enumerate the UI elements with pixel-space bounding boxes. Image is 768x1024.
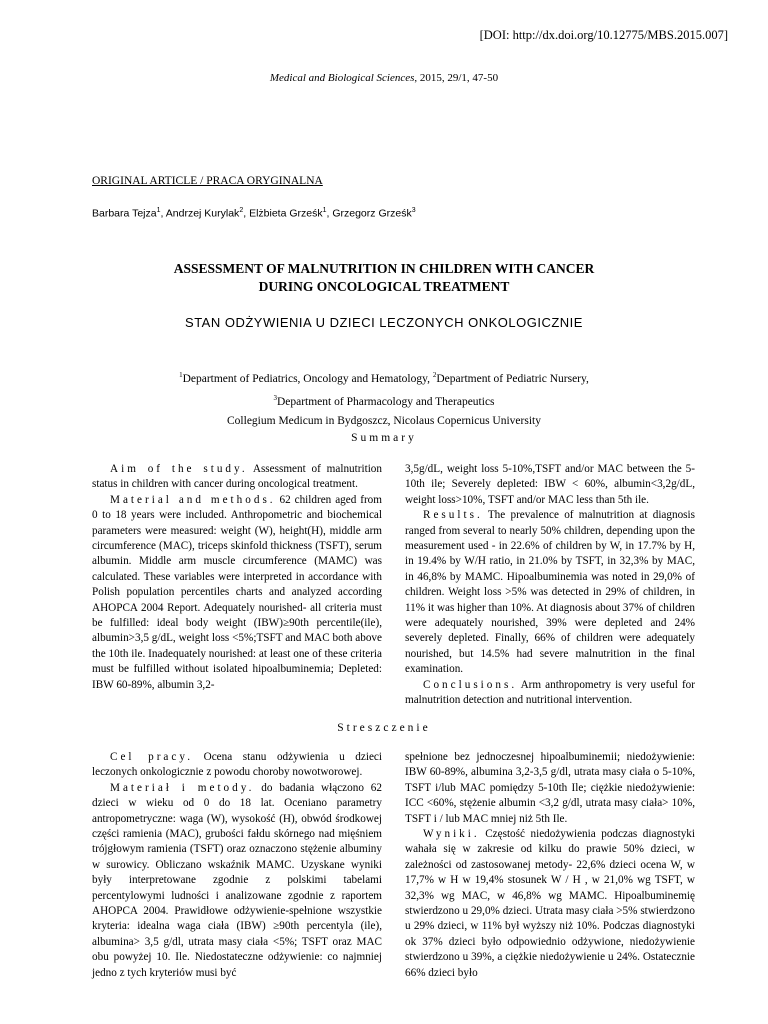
streszczenie-paragraph-cel: Cel pracy. Ocena stanu odżywienia u dzieci leczonych onkologicznie z powodu choroby nowotworowej. xyxy=(92,751,382,779)
summary-paragraph-conclusions: Conclusions. Arm anthropometry is very useful for malnutrition detection and nutritional intervention. xyxy=(405,678,695,707)
author-affil-mark: 1 xyxy=(322,207,327,214)
journal-issue: , 2015, 29/1, 47-50 xyxy=(414,72,499,84)
title-english-line: DURING ONCOLOGICAL TREATMENT xyxy=(258,279,510,294)
journal-name: Medical and Biological Sciences xyxy=(269,72,415,84)
author-name: Elżbieta Grześk xyxy=(249,207,323,220)
streszczenie-left-column xyxy=(92,750,382,981)
author-name: Grzegorz Grześk xyxy=(332,207,412,220)
streszczenie-paragraph-metody-cont: spełnione bez jednoczesnej hipoalbuminemii; niedożywienie: IBW 60-89%, albumina 3,2-3,5 g/dl, utrata masy ciała o 5-10%, TSFT i/lub MAC pomiędzy 5-10th Ile; ciężkie niedożywienie: ICC <60%, stężenie albumin <3,2 g/dl, utrata masy ciała> 10%, TSFT i / lub MAC mniej niż 5th Ile. xyxy=(405,751,695,825)
author-affil-mark: 2 xyxy=(239,207,244,214)
title-english xyxy=(0,260,768,296)
author-affil-mark: 1 xyxy=(156,207,161,214)
summary-paragraph-methods-cont: 3,5g/dL, weight loss 5-10%,TSFT and/or MAC between the 5-10th ile; Severely depleted: IBW < 60%, albumin<3,2g/dL, weight loss>10%, TSFT and/or MAC less than 5th ile. xyxy=(405,463,695,506)
streszczenie-right-column xyxy=(405,750,695,981)
streszczenie-heading: Streszczenie xyxy=(337,722,431,734)
author-affil-mark: 3 xyxy=(411,207,416,214)
doi-link[interactable]: [DOI: http://dx.doi.org/10.12775/MBS.2015.007] xyxy=(479,28,728,42)
title-polish: STAN ODŻYWIENIA U DZIECI LECZONYCH ONKOLOGICZNIE xyxy=(185,315,583,330)
author-name: Barbara Tejza xyxy=(92,207,157,220)
streszczenie-paragraph-metody: Materiał i metody. do badania włączono 62 dzieci w wieku od 0 do 18 lat. Oceniano parametry antropometryczne: waga (W), wysokość (H), obwód środkowej części ramienia (MAC), grubości fałdu skórnego nad mięśniem trójgłowym ramienia (TSFT) oraz oznaczono stężenie albuminy w surowicy. Obliczano wskaźnik MAMC. Uzyskane wyniki były interpretowane zgodnie z polskimi tabelami percentylowymi ludności i analizowane zgodnie z raportem AHOPCA 2004. Prawidłowe odżywienie-spełnione wszystkie kryteria: idealna waga ciała (IBW) ≥90th percentyla (ile), albumina> 3,5 g/dl, utrata masy ciała <5%; TSFT oraz MAC obu powyżej 10. Ile. Niedostateczne odżywienie: co najmniej jedno z tych kryteriów musi być xyxy=(92,781,382,979)
affiliation-line: $^1$Department of Pediatrics, Oncology and Hematology, $^2$Department of Pediatric Nursery, xyxy=(179,371,589,385)
title-english-line: ASSESSMENT OF MALNUTRITION IN CHILDREN WITH CANCER xyxy=(173,261,595,276)
article-type: ORIGINAL ARTICLE / PRACA ORYGINALNA xyxy=(92,175,323,187)
journal-citation xyxy=(0,72,768,84)
summary-paragraph-aim: Aim of the study. Assessment of malnutrition status in children with cancer during oncological treatment. xyxy=(92,463,382,491)
summary-paragraph-results: Results. The prevalence of malnutrition at diagnosis ranged from several to nearly 50% children, depending upon the measurement used - in 22.6% of children by W, in 17.7% by H, in 19.4% by W/H ratio, in 21.0% by TSFT, in 32,3% by MAC, in 46,8% by MAMC. Hipoalbuminemia was noted in 29,0% of children. Weight loss >5% was detected in 29% of children, in 11% it was higher than 10%. At diagnosis about 37% of children were adequately nourished, 39% were depleted and 24% severely depleted. Finally, 66% of children were adequately nourished, but 14.5% had severe malnutrition in the final examination. xyxy=(405,509,695,676)
author-list: Barbara Tejza$^1$, Andrzej Kurylak$^2$, Elżbieta Grześk$^1$, Grzegorz Grześk$^3$ xyxy=(92,207,416,220)
affil-mark: 2 xyxy=(432,371,437,379)
affil-mark: 3 xyxy=(273,393,277,402)
summary-paragraph-methods: Material and methods. 62 children aged from 0 to 18 years were included. Anthropometric and biochemical parameters were measured: weight (W), height(H), middle arm circumference (MAC), triceps skinfold thickness (TSFT), serum albumin. Middle arm muscle circumference (MAMC) was calculated. These variables were interpreted in accordance with Polish population percentiles charts and analyzed according AHOPCA 2004 Report. Adequately nourished- all criteria must be fulfilled: ideal body weight (IBW)≥90th percentile(ile), albumin>3,5 g/dL, weight loss <5%;TSFT and MAC both above the 10th ile. Inadequately nourished: at least one of these criteria must be fulfilled without isolated hipoalbuminemia; Depleted: IBW 60-89%, albumin 3,2- xyxy=(92,493,382,691)
summary-left-column xyxy=(92,462,382,693)
summary-heading: Summary xyxy=(351,432,417,444)
affiliation-line: Collegium Medicum in Bydgoszcz, Nicolaus Copernicus University xyxy=(227,414,541,427)
summary-right-column xyxy=(405,462,695,709)
affiliations xyxy=(0,366,768,431)
author-name: Andrzej Kurylak xyxy=(165,207,240,220)
affiliation-line: $^3$Department of Pharmacology and Therapeutics xyxy=(273,393,495,408)
streszczenie-paragraph-wyniki: Wyniki. Częstość niedożywienia podczas diagnostyki wahała się w zakresie od kilku do prawie 50% dzieci, w zależności od zastosowanej metody- 22,6% dzieci ocena W, w 17,7% w H w 19,4% stosunek W / H , w 21,0% wg TSFT, w 32,3% wg MAC, w 46,8% wg MAMC. Hipoalbuminemię stwierdzono u 29,0% dzieci. Utrata masy ciała >5% stwierdzono u 29% dzieci, w 11% był wyższy niż 10%. Podczas diagnostyki ok 37% dzieci było odpowiednio odżywione, niedożywienie stwierdzono u 39%, a ciężkie niedożywienie u 24%. Ostatecznie 66% dzieci było xyxy=(405,828,695,979)
affil-mark: 1 xyxy=(179,371,183,379)
